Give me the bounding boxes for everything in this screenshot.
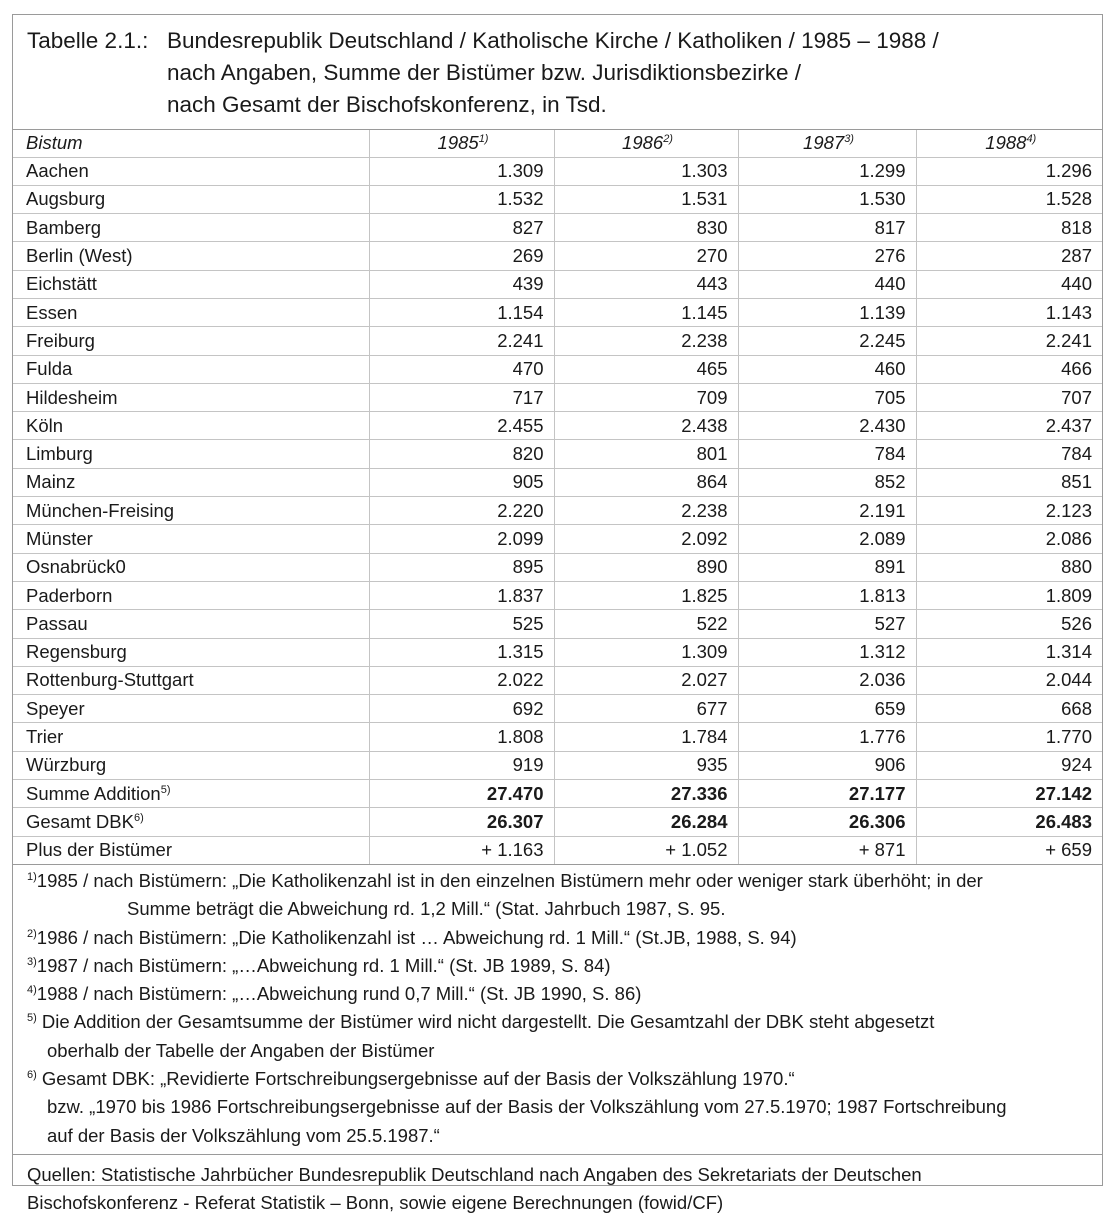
value-cell: 527 (738, 610, 916, 638)
value-cell: 668 (916, 695, 1102, 723)
value-cell: 2.238 (554, 497, 738, 525)
footnote (27, 867, 1088, 895)
bistum-label: Gesamt DBK (26, 810, 134, 832)
value-cell: 818 (916, 214, 1102, 242)
bistum-name (13, 808, 369, 836)
bistum-label: Rottenburg-Stuttgart (26, 669, 194, 691)
footnote-marker: 1) (27, 870, 37, 883)
value-cell: 1.296 (916, 157, 1102, 185)
value-cell: 1.312 (738, 638, 916, 666)
value-cell: 1.530 (738, 185, 916, 213)
bistum-name (13, 497, 369, 525)
title-line-1: Bundesrepublik Deutschland / Katholische Kirche / Katholiken / 1985 – 1988 / (167, 28, 939, 53)
sources-line-1: Quellen: Statistische Jahrbücher Bundesrepublik Deutschland nach Angaben des Sekretariats der Deutschen (27, 1163, 922, 1185)
footnote (27, 924, 1088, 952)
footnote-marker: 6) (133, 811, 144, 824)
value-cell: 443 (554, 270, 738, 298)
value-cell: 1.770 (916, 723, 1102, 751)
table-row (13, 836, 1102, 864)
table-row (13, 808, 1102, 836)
table-row (13, 581, 1102, 609)
footnote-text: Die Addition der Gesamtsumme der Bistümer wird nicht dargestellt. Die Gesamtzahl der DBK steht abgesetzt (36, 1011, 935, 1033)
value-cell: 784 (916, 440, 1102, 468)
bistum-name (13, 242, 369, 270)
bistum-name (13, 270, 369, 298)
table-row (13, 751, 1102, 779)
footnote-marker: 6) (27, 1069, 37, 1081)
table-row (13, 695, 1102, 723)
table-row (13, 242, 1102, 270)
value-cell: 440 (738, 270, 916, 298)
column-header (554, 130, 738, 157)
value-cell: 2.245 (738, 327, 916, 355)
value-cell: 2.430 (738, 412, 916, 440)
table-row (13, 412, 1102, 440)
value-cell: 1.528 (916, 185, 1102, 213)
table-title (13, 15, 1102, 130)
footnote-continuation: oberhalb der Tabelle der Angaben der Bistümer (47, 1039, 435, 1061)
value-cell: 2.086 (916, 525, 1102, 553)
value-cell: 1.808 (369, 723, 554, 751)
table-row (13, 157, 1102, 185)
bistum-label: Freiburg (26, 329, 95, 351)
bistum-name (13, 780, 369, 808)
value-cell: 276 (738, 242, 916, 270)
bistum-name (13, 695, 369, 723)
value-cell: 2.220 (369, 497, 554, 525)
value-cell: 2.241 (369, 327, 554, 355)
value-cell: 460 (738, 355, 916, 383)
footnote-text: 1988 / nach Bistümern: „…Abweichung rund 0,7 Mill.“ (St. JB 1990, S. 86) (36, 983, 642, 1005)
bistum-label: Köln (26, 414, 64, 436)
bistum-label: Essen (26, 301, 78, 323)
value-cell: 906 (738, 751, 916, 779)
table-row (13, 610, 1102, 638)
bistum-name (13, 468, 369, 496)
bistum-name (13, 327, 369, 355)
column-header-label: 1986 (622, 132, 664, 154)
column-header-label: 1985 (437, 132, 479, 154)
value-cell: 820 (369, 440, 554, 468)
bistum-label: München-Freising (26, 499, 175, 521)
bistum-name (13, 581, 369, 609)
value-cell: 2.438 (554, 412, 738, 440)
value-cell: 890 (554, 553, 738, 581)
bistum-name (13, 751, 369, 779)
footnote-marker: 5) (160, 783, 171, 796)
value-cell: 709 (554, 383, 738, 411)
table-header-row (13, 130, 1102, 157)
footnote-text: 1987 / nach Bistümern: „…Abweichung rd. 1 Mill.“ (St. JB 1989, S. 84) (36, 954, 611, 976)
data-table (13, 130, 1102, 865)
table-row (13, 468, 1102, 496)
bistum-name (13, 383, 369, 411)
value-cell: 905 (369, 468, 554, 496)
value-cell: 440 (916, 270, 1102, 298)
bistum-name (13, 214, 369, 242)
value-cell: 705 (738, 383, 916, 411)
bistum-label: Paderborn (26, 584, 113, 606)
table-body (13, 157, 1102, 864)
footnote-continuation: auf der Basis der Volkszählung vom 25.5.1987.“ (47, 1124, 440, 1146)
value-cell: 526 (916, 610, 1102, 638)
value-cell: 26.483 (916, 808, 1102, 836)
value-cell: 26.284 (554, 808, 738, 836)
value-cell: 1.809 (916, 581, 1102, 609)
value-cell: 26.307 (369, 808, 554, 836)
value-cell: 27.470 (369, 780, 554, 808)
value-cell: 522 (554, 610, 738, 638)
footnote-text: Gesamt DBK: „Revidierte Fortschreibungsergebnisse auf der Basis der Volkszählung 1970.“ (36, 1068, 795, 1089)
bistum-name (13, 185, 369, 213)
title-line-2: nach Angaben, Summe der Bistümer bzw. Jurisdiktionsbezirke / (167, 60, 802, 85)
value-cell: 1.315 (369, 638, 554, 666)
value-cell: 2.191 (738, 497, 916, 525)
bistum-name (13, 412, 369, 440)
table-row (13, 525, 1102, 553)
value-cell: 2.455 (369, 412, 554, 440)
bistum-name (13, 525, 369, 553)
value-cell: 1.139 (738, 298, 916, 326)
bistum-label: Hildesheim (26, 386, 118, 408)
value-cell: 891 (738, 553, 916, 581)
bistum-name (13, 553, 369, 581)
footnote (27, 1008, 1088, 1036)
footnote-marker: 2) (27, 927, 37, 940)
value-cell: 2.241 (916, 327, 1102, 355)
value-cell: 692 (369, 695, 554, 723)
value-cell: 2.238 (554, 327, 738, 355)
value-cell: 270 (554, 242, 738, 270)
footnote-marker: 2) (663, 133, 673, 146)
bistum-name (13, 723, 369, 751)
bistum-label: Berlin (West) (26, 245, 133, 267)
bistum-label: Mainz (26, 471, 76, 493)
bistum-name (13, 610, 369, 638)
value-cell: 1.143 (916, 298, 1102, 326)
footnote (27, 1065, 1088, 1093)
table-row (13, 553, 1102, 581)
column-header-label: Bistum (26, 132, 83, 154)
value-cell: 1.299 (738, 157, 916, 185)
table-row (13, 185, 1102, 213)
value-cell: 659 (738, 695, 916, 723)
value-cell: 1.314 (916, 638, 1102, 666)
table-row (13, 780, 1102, 808)
footnote-marker: 3) (844, 133, 854, 146)
value-cell: 1.837 (369, 581, 554, 609)
footnote (27, 980, 1088, 1008)
table-row (13, 666, 1102, 694)
table-row (13, 214, 1102, 242)
bistum-label: Münster (26, 528, 93, 549)
value-cell: 2.099 (369, 525, 554, 553)
footnote-continuation: Summe beträgt die Abweichung rd. 1,2 Mill.“ (Stat. Jahrbuch 1987, S. 95. (127, 898, 726, 920)
bistum-name (13, 355, 369, 383)
bistum-label: Passau (26, 612, 88, 634)
value-cell: 852 (738, 468, 916, 496)
column-header (738, 130, 916, 157)
value-cell: 2.036 (738, 666, 916, 694)
value-cell: 2.044 (916, 666, 1102, 694)
value-cell: 2.092 (554, 525, 738, 553)
footnote-marker: 4) (1026, 133, 1037, 146)
value-cell: 1.531 (554, 185, 738, 213)
footnote-continuation: bzw. „1970 bis 1986 Fortschreibungsergebnisse auf der Basis der Volkszählung vom 27.5.1970; 1987 Fortschreibung (47, 1096, 1007, 1118)
bistum-name (13, 157, 369, 185)
bistum-label: Osnabrück0 (26, 556, 126, 578)
value-cell: 924 (916, 751, 1102, 779)
footnote-marker: 5) (27, 1012, 37, 1025)
value-cell: 1.309 (369, 157, 554, 185)
value-cell: 287 (916, 242, 1102, 270)
bistum-label: Bamberg (26, 216, 102, 238)
value-cell: 1.825 (554, 581, 738, 609)
value-cell: 2.022 (369, 666, 554, 694)
value-cell: 525 (369, 610, 554, 638)
table-row (13, 497, 1102, 525)
value-cell: 2.123 (916, 497, 1102, 525)
table-row (13, 723, 1102, 751)
value-cell: 1.309 (554, 638, 738, 666)
bistum-label: Augsburg (26, 188, 106, 210)
bistum-label: Fulda (26, 358, 73, 380)
footnote-text: 1985 / nach Bistümern: „Die Katholikenzahl ist in den einzelnen Bistümern mehr oder weniger stark überhöht; in der (36, 869, 983, 891)
value-cell: 439 (369, 270, 554, 298)
table-row (13, 440, 1102, 468)
bistum-label: Eichstätt (26, 273, 97, 295)
bistum-label: Summe Addition (26, 782, 161, 804)
value-cell: 935 (554, 751, 738, 779)
value-cell: 851 (916, 468, 1102, 496)
value-cell: 1.532 (369, 185, 554, 213)
table-row (13, 270, 1102, 298)
value-cell: + 1.163 (369, 836, 554, 864)
value-cell: 470 (369, 355, 554, 383)
value-cell: 1.784 (554, 723, 738, 751)
title-line-3: nach Gesamt der Bischofskonferenz, in Tsd. (167, 92, 607, 117)
value-cell: 2.089 (738, 525, 916, 553)
bistum-label: Trier (26, 726, 64, 748)
table-row (13, 327, 1102, 355)
document-page (12, 14, 1103, 1214)
value-cell: + 871 (738, 836, 916, 864)
value-cell: 1.154 (369, 298, 554, 326)
column-header (916, 130, 1102, 157)
value-cell: 269 (369, 242, 554, 270)
value-cell: 717 (369, 383, 554, 411)
sources-line-2: Bischofskonferenz - Referat Statistik – Bonn, sowie eigene Berechnungen (fowid/CF) (27, 1192, 724, 1214)
bistum-label: Regensburg (26, 641, 127, 663)
column-header-label: 1987 (803, 132, 845, 154)
footnote-text: 1986 / nach Bistümern: „Die Katholikenzahl ist … Abweichung rd. 1 Mill.“ (St.JB, 1988, S. 94) (36, 926, 797, 948)
value-cell: 830 (554, 214, 738, 242)
table-row (13, 298, 1102, 326)
bistum-label: Aachen (26, 160, 89, 182)
value-cell: + 659 (916, 836, 1102, 864)
table-row (13, 355, 1102, 383)
table-row (13, 638, 1102, 666)
value-cell: 895 (369, 553, 554, 581)
value-cell: 677 (554, 695, 738, 723)
table-row (13, 383, 1102, 411)
value-cell: 817 (738, 214, 916, 242)
footnotes (13, 864, 1102, 1155)
value-cell: 919 (369, 751, 554, 779)
bistum-name (13, 440, 369, 468)
bistum-label: Speyer (26, 697, 85, 719)
footnote-marker: 1) (478, 133, 489, 146)
bistum-name (13, 298, 369, 326)
title-prefix: Tabelle 2.1.: (27, 28, 149, 53)
value-cell: 466 (916, 355, 1102, 383)
footnote-marker: 3) (27, 955, 37, 968)
value-cell: 27.142 (916, 780, 1102, 808)
value-cell: 465 (554, 355, 738, 383)
value-cell: 880 (916, 553, 1102, 581)
value-cell: 2.027 (554, 666, 738, 694)
bistum-name (13, 836, 369, 864)
bistum-label: Würzburg (26, 754, 107, 776)
value-cell: 827 (369, 214, 554, 242)
bistum-name (13, 666, 369, 694)
sources (13, 1155, 1102, 1217)
bistum-label: Plus der Bistümer (26, 839, 172, 861)
value-cell: 27.336 (554, 780, 738, 808)
bistum-label: Limburg (26, 443, 93, 465)
value-cell: 864 (554, 468, 738, 496)
value-cell: 26.306 (738, 808, 916, 836)
bistum-name (13, 638, 369, 666)
footnote (27, 952, 1088, 980)
value-cell: 2.437 (916, 412, 1102, 440)
value-cell: 1.145 (554, 298, 738, 326)
value-cell: 1.813 (738, 581, 916, 609)
value-cell: 1.776 (738, 723, 916, 751)
value-cell: + 1.052 (554, 836, 738, 864)
value-cell: 707 (916, 383, 1102, 411)
value-cell: 784 (738, 440, 916, 468)
value-cell: 27.177 (738, 780, 916, 808)
value-cell: 1.303 (554, 157, 738, 185)
column-header (369, 130, 554, 157)
value-cell: 801 (554, 440, 738, 468)
footnote-marker: 4) (27, 984, 37, 997)
column-header (13, 130, 369, 157)
column-header-label: 1988 (985, 132, 1027, 154)
